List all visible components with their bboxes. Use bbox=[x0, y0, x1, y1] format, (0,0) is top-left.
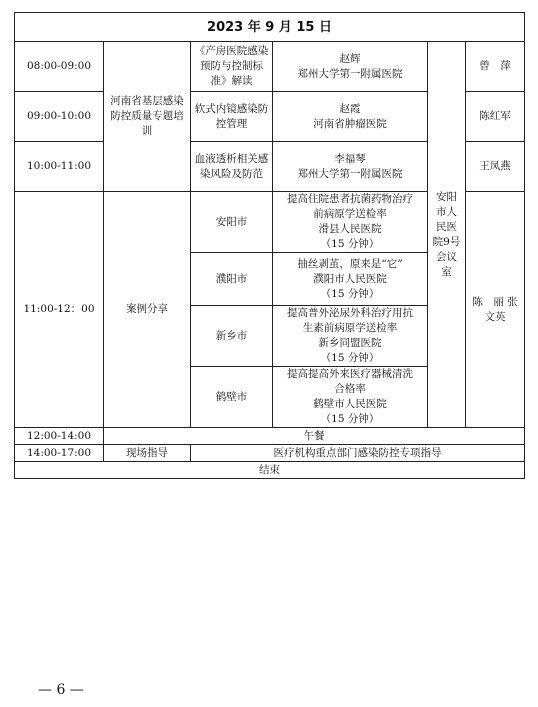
case-title: 抽丝剥茧，原来是“它” bbox=[297, 257, 403, 270]
schedule-table bbox=[14, 12, 525, 479]
time-slot: 10:00-11:00 bbox=[15, 142, 104, 192]
speaker-org: 河南省肿瘤医院 bbox=[313, 117, 387, 130]
case-detail bbox=[273, 253, 428, 306]
speaker-org: 郑州大学第一附属医院 bbox=[297, 167, 403, 180]
table-row bbox=[15, 42, 525, 92]
city: 濮阳市 bbox=[191, 253, 273, 306]
case-duration: （15 分钟） bbox=[320, 238, 380, 250]
host: 王凤燕 bbox=[466, 142, 525, 192]
end-text: 结束 bbox=[15, 462, 525, 479]
case-title: 提高住院患者抗菌药物治疗 bbox=[287, 193, 413, 205]
city: 鹤壁市 bbox=[191, 367, 273, 428]
case-detail bbox=[273, 367, 428, 428]
case-title-cont: 前病原学送检率 bbox=[313, 208, 387, 220]
case-title: 提高普外泌尿外科治疗用抗 bbox=[287, 307, 413, 319]
speaker bbox=[273, 92, 428, 142]
venue: 安阳市人民医院9号会议室 bbox=[428, 42, 466, 428]
case-sharing-label: 案例分享 bbox=[104, 192, 191, 428]
speaker-org: 郑州大学第一附属医院 bbox=[297, 67, 403, 80]
case-title-cont: 生素前病原学送检率 bbox=[302, 322, 398, 334]
session-name: 河南省基层感染防控质量专题培训 bbox=[104, 42, 191, 192]
speaker bbox=[273, 142, 428, 192]
case-org: 新乡同盟医院 bbox=[318, 337, 382, 349]
field-guidance-text: 医疗机构重点部门感染防控专项指导 bbox=[191, 445, 525, 462]
case-org: 鹤壁市人民医院 bbox=[313, 398, 387, 410]
host: 陈 丽 张文英 bbox=[466, 192, 525, 428]
table-row bbox=[15, 462, 525, 479]
case-org: 濮阳市人民医院 bbox=[313, 272, 387, 285]
lecture-topic: 软式内镜感染防控管理 bbox=[191, 92, 273, 142]
case-duration: （15 分钟） bbox=[320, 287, 380, 300]
case-org: 滑县人民医院 bbox=[318, 223, 382, 235]
field-guidance-label: 现场指导 bbox=[104, 445, 191, 462]
speaker-name: 李福琴 bbox=[334, 152, 366, 165]
speaker bbox=[273, 42, 428, 92]
lecture-topic: 血液透析相关感染风险及防范 bbox=[191, 142, 273, 192]
city: 新乡市 bbox=[191, 306, 273, 367]
case-detail bbox=[273, 306, 428, 367]
host: 陈红军 bbox=[466, 92, 525, 142]
page-number: — 6 — bbox=[38, 682, 84, 698]
table-row bbox=[15, 445, 525, 462]
city: 安阳市 bbox=[191, 192, 273, 253]
lecture-topic: 《产房医院感染预防与控制标准》解读 bbox=[191, 42, 273, 92]
case-duration: （15 分钟） bbox=[320, 352, 380, 364]
host: 曾 萍 bbox=[466, 42, 525, 92]
time-slot: 08:00-09:00 bbox=[15, 42, 104, 92]
case-title-cont: 合格率 bbox=[334, 383, 366, 395]
case-detail bbox=[273, 192, 428, 253]
schedule-date: 2023 年 9 月 15 日 bbox=[15, 13, 525, 42]
time-slot: 09:00-10:00 bbox=[15, 92, 104, 142]
time-slot: 11:00-12：00 bbox=[15, 192, 104, 428]
case-title: 提高提高外来医疗器械清洗 bbox=[287, 368, 413, 380]
table-row bbox=[15, 428, 525, 445]
time-slot: 14:00-17:00 bbox=[15, 445, 104, 462]
speaker-name: 赵霞 bbox=[339, 102, 361, 115]
speaker-name: 赵辉 bbox=[339, 52, 361, 65]
time-slot: 12:00-14:00 bbox=[15, 428, 104, 445]
lunch-text: 午餐 bbox=[104, 428, 525, 445]
case-duration: （15 分钟） bbox=[320, 413, 380, 425]
